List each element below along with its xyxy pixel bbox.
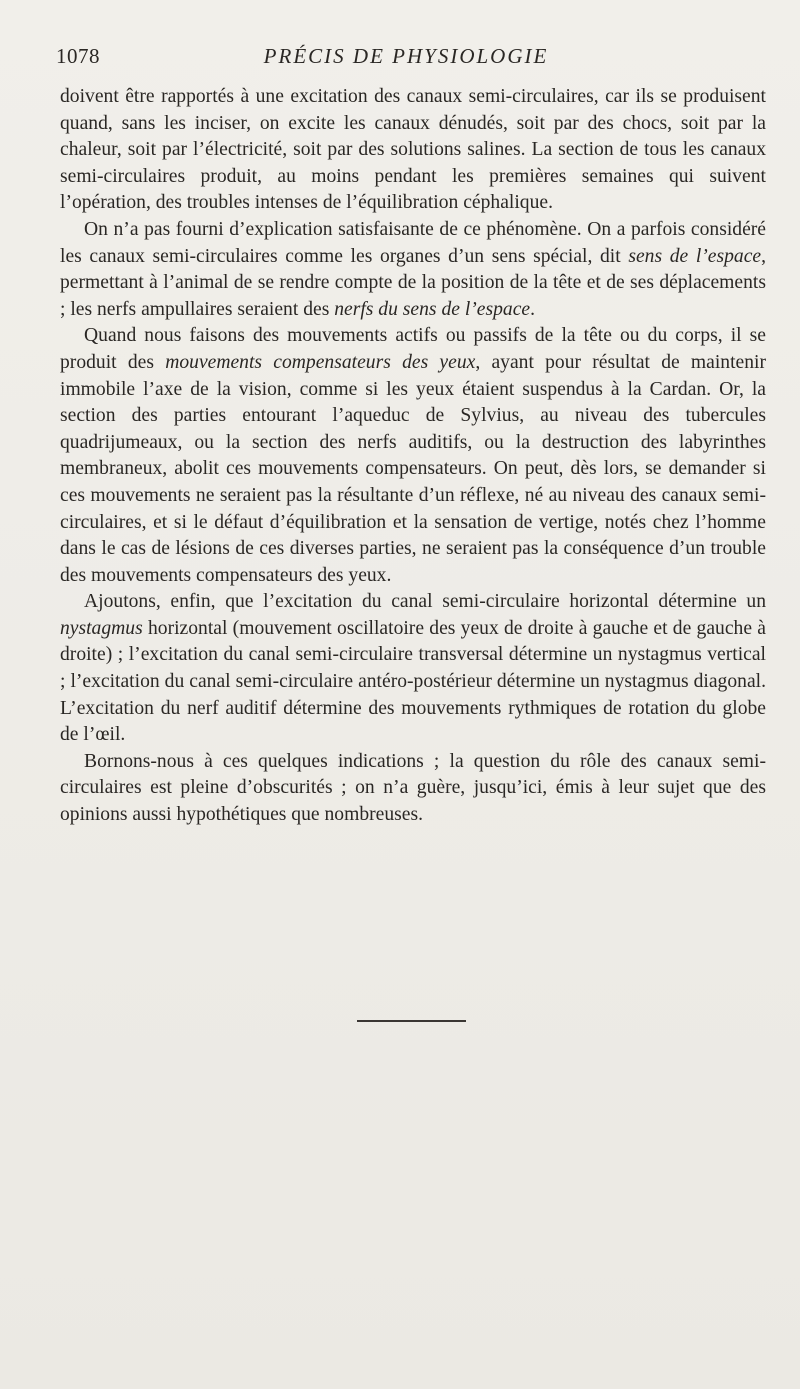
paragraph-3-text-b: , ayant pour résultat de maintenir immobile l’axe de la vision, comme si les yeux étaient suspendus à la Cardan. Or, la section des parties entourant l’aqueduc de Sylvius, au niveau des tubercules quadrijumeaux, ou la section des nerfs auditifs, ou la destruction des labyrinthes membraneux, abolit ces mouvements compensateurs. On peut, dès lors, se demander si ces mouvements ne seraient pas la résultante d’un réflexe, né au niveau des canaux semi-circulaires, et si le défaut d’équilibration et la sensation de vertige, notés chez l’homme dans le cas de lésions de ces diverses parties, ne seraient pas la conséquence d’un trouble des mouvements compensateurs des yeux.: [60, 351, 767, 586]
paragraph-5-text: Bornons-nous à ces quelques indications ; la question du rôle des canaux semi-circulaires est pleine d’obscurités ; on n’a guère, jusqu’ici, émis à leur sujet que des opinions aussi hypothétiques que nombreuses.: [60, 750, 766, 826]
paragraph-2-italic-b: nerfs du sens de l’espace: [334, 298, 531, 320]
paragraph-2-text-c: .: [530, 298, 536, 320]
running-title: PRÉCIS DE PHYSIOLOGIE: [263, 44, 549, 68]
page-number: 1078: [56, 44, 100, 68]
paragraph-3: [60, 323, 766, 589]
paragraph-4-text-a: Ajoutons, enfin, que l’excitation du canal semi-circulaire horizontal détermine un: [84, 591, 766, 613]
body-text: [60, 84, 766, 829]
paragraph-4-italic-a: nystagmus: [60, 617, 143, 639]
paragraph-2-text-b: , permettant à l’animal de se rendre compte de la position de la tête et de ses déplacements ; les nerfs ampullaires seraient des: [60, 245, 767, 320]
paragraph-5: [60, 749, 766, 829]
page-header: [56, 44, 756, 74]
paragraph-2-text-a: On n’a pas fourni d’explication satisfaisante de ce phénomène. On a parfois considéré les canaux semi-circulaires comme les organes d’un sens spécial, dit: [60, 218, 766, 267]
paragraph-4-text-b: horizontal (mouvement oscillatoire des yeux de droite à gauche et de gauche à droite) ; l’excitation du canal semi-circulaire transversal détermine un nystagmus vertical ; l’excitation du canal semi-circulaire antéro-postérieur détermine un nystagmus diagonal. L’excitation du nerf auditif détermine des mouvements rythmiques de rotation du globe de l’œil.: [60, 617, 766, 746]
section-end-rule: [357, 1020, 466, 1022]
paragraph-2: [60, 217, 766, 323]
paragraph-4: [60, 589, 766, 749]
paragraph-2-italic-a: sens de l’espace: [628, 245, 762, 267]
paragraph-1: [60, 84, 766, 217]
paragraph-3-italic-a: mouvements compensateurs des yeux: [165, 351, 476, 373]
paragraph-1-text: doivent être rapportés à une excitation des canaux semi-circulaires, car ils se produisent quand, sans les inciser, on excite les canaux dénudés, soit par des chocs, soit par la chaleur, soit par l’électricité, soit par des solutions salines. La section de tous les canaux semi-circulaires produit, au moins pendant les premières semaines qui suivent l’opération, des troubles intenses de l’équilibration céphalique.: [60, 86, 766, 214]
paragraph-3-text-a: Quand nous faisons des mouvements actifs ou passifs de la tête ou du corps, il se produit des: [60, 325, 766, 373]
